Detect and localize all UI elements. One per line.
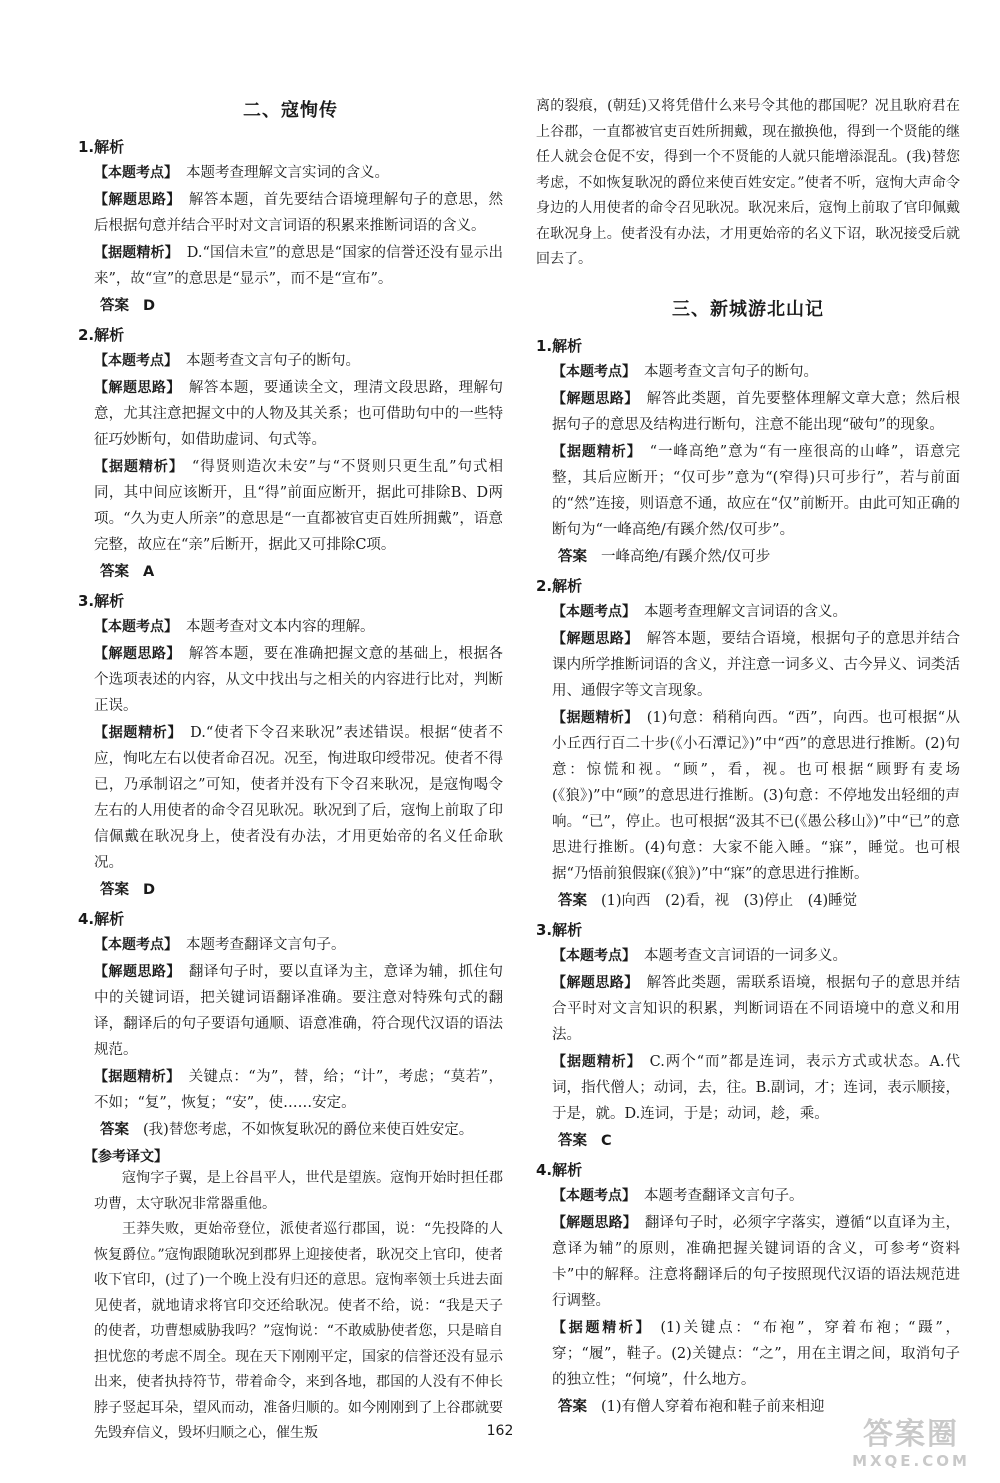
answer xyxy=(558,889,960,913)
tag-silu: 【解题思路】 xyxy=(552,974,639,991)
kaodian-text: 本题考查理解文言词语的含义。 xyxy=(644,603,847,620)
tag-kaodian: 【本题考点】 xyxy=(94,619,178,635)
answer-label: 答案 xyxy=(100,564,129,580)
question-1 xyxy=(78,136,503,318)
answer-label: 答案 xyxy=(100,298,129,314)
answer-label: 答案 xyxy=(100,882,129,898)
tag-kaodian: 【本题考点】 xyxy=(94,165,178,181)
tag-kaodian: 【本题考点】 xyxy=(94,937,178,953)
tag-kaodian: 【本题考点】 xyxy=(552,363,636,380)
tag-silu: 【解题思路】 xyxy=(94,192,181,208)
tag-silu: 【解题思路】 xyxy=(552,630,639,647)
question-3 xyxy=(78,590,503,902)
tag-kaodian: 【本题考点】 xyxy=(94,353,178,369)
tag-silu: 【解题思路】 xyxy=(94,964,181,980)
jingxi-text: 关键点：“为”，替，给；“计”，考虑；“莫若”，不如；“复”，恢复；“安”，使……安定。 xyxy=(94,1069,503,1111)
tag-jingxi: 【据题精析】 xyxy=(94,245,179,261)
answer xyxy=(558,545,960,569)
jingxi-text: “一峰高绝”意为“有一座很高的山峰”，语意完整，其后应断开；“仅可步”意为“(窄得)只可步行”，若与前面的“然”连接，则语意不通，故应在“仅”前断开。由此可知正确的断句为“一峰高绝/有蹊介然/仅可步”。 xyxy=(552,443,961,538)
jingxi-text: D.“使者下令召来耿况”表述错误。根据“使者不应，恂叱左右以使者命召况。况至，恂进取印绶带况。使者不得已，乃承制诏之”可知，使者并没有下令召来耿况，是寇恂喝令左右的人用使者的命令召见耿况。耿况到了后，寇恂上前取了印信佩戴在耿况身上，使者没有办法，才用更始帝的名义任命耿况。 xyxy=(94,725,503,871)
kaodian-text: 本题考查文言句子的断句。 xyxy=(186,353,360,369)
reference-translation-head: 【参考译文】 xyxy=(84,1149,168,1165)
tag-jingxi: 【据题精析】 xyxy=(552,1319,653,1336)
answer-value: D xyxy=(143,882,156,898)
question-3 xyxy=(536,919,960,1153)
question-head: 2.解析 xyxy=(536,576,583,595)
answer xyxy=(558,1395,960,1419)
left-column xyxy=(78,92,503,1447)
right-column xyxy=(536,94,960,1423)
question-head: 2.解析 xyxy=(78,326,125,344)
translation-paragraph-2: 王莽失败，更始帝登位，派使者巡行郡国，说：“先投降的人恢复爵位。”寇恂跟随耿况到郡界上迎接使者，耿况交上官印，使者收下官印，(过了)一个晚上没有归还的意思。寇恂率领士兵进去面见使者，就地请求将官印交还给耿况。使者不给，说：“我是天子的使者，功曹想威胁我吗？”寇恂说：“不敢威胁使者您，只是暗自担忧您的考虑不周全。现在天下刚刚平定，国家的信誉还没有显示出来，使者执持符节，带着命令，来到各地，郡国的人没有不伸长脖子竖起耳朵，望风而动，准备归顺的。如今刚刚到了上谷郡就要先毁弃信义，毁坏归顺之心，催生叛 xyxy=(94,1221,503,1441)
watermark-logo xyxy=(836,1418,986,1474)
question-head: 4.解析 xyxy=(536,1160,583,1179)
tag-kaodian: 【本题考点】 xyxy=(552,1187,636,1204)
answer xyxy=(100,294,503,318)
answer xyxy=(558,1129,960,1153)
question-4 xyxy=(78,908,503,1142)
question-head: 3.解析 xyxy=(536,920,583,939)
page-number: 162 xyxy=(486,1423,514,1439)
silu-text: 解答本题，首先要结合语境理解句子的意思，然后根据句意并结合平时对文言词语的积累来推断词语的含义。 xyxy=(94,192,504,234)
answer-label: 答案 xyxy=(558,548,587,565)
silu-text: 解答本题，要结合语境，根据句子的意思并结合课内所学推断词语的含义，并注意一词多义、古今异义、词类活用、通假字等文言现象。 xyxy=(552,630,961,699)
jingxi-text: D.“国信未宣”的意思是“国家的信誉还没有显示出来”，故“宣”的意思是“显示”，而不是“宣布”。 xyxy=(94,245,503,287)
tag-jingxi: 【据题精析】 xyxy=(94,459,184,475)
answer-label: 答案 xyxy=(100,1122,129,1138)
kaodian-text: 本题考查文言词语的一词多义。 xyxy=(644,947,847,964)
answer-value: 一峰高绝/有蹊介然/仅可步 xyxy=(601,548,771,565)
tag-kaodian: 【本题考点】 xyxy=(552,603,636,620)
question-4 xyxy=(536,1159,960,1419)
tag-jingxi: 【据题精析】 xyxy=(552,443,642,460)
question-1 xyxy=(536,335,960,569)
answer-value: A xyxy=(143,564,155,580)
answer-value: (1)向西 (2)看，视 (3)停止 (4)睡觉 xyxy=(601,892,858,909)
section-title-kouxun: 二、寇恂传 xyxy=(243,100,338,121)
answer-label: 答案 xyxy=(558,1398,587,1415)
tag-jingxi: 【据题精析】 xyxy=(94,1069,181,1085)
jingxi-text: C.两个“而”都是连词，表示方式或状态。A.代词，指代僧人；动词，去，往。B.副词，才；连词，表示顺接，于是，就。D.连词，于是；动词，趁，乘。 xyxy=(552,1053,961,1122)
kaodian-text: 本题考查翻译文言句子。 xyxy=(186,937,346,953)
kaodian-text: 本题考查文言句子的断句。 xyxy=(644,363,818,380)
tag-silu: 【解题思路】 xyxy=(94,646,181,662)
answer-label: 答案 xyxy=(558,892,587,909)
tag-kaodian: 【本题考点】 xyxy=(552,947,636,964)
silu-text: 翻译句子时，必须字字落实，遵循“以直译为主，意译为辅”的原则，准确把握关键词语的含义，可参考“资料卡”中的解释。注意将翻译后的句子按照现代汉语的语法规范进行调整。 xyxy=(552,1214,960,1309)
silu-text: 翻译句子时，要以直译为主，意译为辅，抓住句中的关键词语，把关键词语翻译准确。要注意对特殊句式的翻译，翻译后的句子要语句通顺、语意准确，符合现代汉语的语法规范。 xyxy=(94,964,504,1058)
watermark-top-text: 答案圈 xyxy=(863,1417,959,1452)
question-head: 1.解析 xyxy=(78,138,125,156)
kaodian-text: 本题考查理解文言实词的含义。 xyxy=(186,165,389,181)
silu-text: 解答此类题，需联系语境，根据句子的意思并结合平时对文言知识的积累，判断词语在不同语境中的意义和用法。 xyxy=(552,974,961,1043)
kaodian-text: 本题考查对文本内容的理解。 xyxy=(186,619,375,635)
tag-silu: 【解题思路】 xyxy=(94,380,181,396)
jingxi-text: (1)句意：稍稍向西。“西”，向西。也可根据“从小丘西行百二十步(《小石潭记》)”中“西”的意思进行推断。(2)句意：惊慌和视。“顾”，看，视。也可根据“顾野有麦场(《狼》)”中“顾”的意思进行推断。(3)句意：不停地发出轻细的声响。“已”，停止。也可根据“汲其不已(《愚公移山》)”中“已”的意思进行推断。(4)句意：大家不能入睡。“寐”，睡觉。也可根据“乃悟前狼假寐(《狼》)”中“寐”的意思进行推断。 xyxy=(552,709,960,882)
silu-text: 解答本题，要通读全文，理清文段思路，理解句意，尤其注意把握文中的人物及其关系；也可借助句中的一些特征巧妙断句，如借助虚词、句式等。 xyxy=(94,380,504,448)
answer xyxy=(100,878,503,902)
tag-jingxi: 【据题精析】 xyxy=(552,1053,642,1070)
jingxi-text: “得贤则造次未安”与“不贤则只更生乱”句式相同，其中间应该断开，且“得”前面应断开，据此可排除B、D两项。“久为吏人所亲”的意思是“一直都被官吏百姓所拥戴”，语意完整，故应在“亲”后断开，据此又可排除C项。 xyxy=(94,459,503,553)
answer xyxy=(100,560,503,584)
answer-value: (1)有僧人穿着布袍和鞋子前来相迎 xyxy=(601,1398,825,1415)
tag-silu: 【解题思路】 xyxy=(552,390,639,407)
question-head: 3.解析 xyxy=(78,592,125,610)
silu-text: 解答本题，要在准确把握文意的基础上，根据各个选项表述的内容，从文中找出与之相关的内容进行比对，判断正误。 xyxy=(94,646,504,714)
answer-value: D xyxy=(143,298,156,314)
question-head: 1.解析 xyxy=(536,336,583,355)
kaodian-text: 本题考查翻译文言句子。 xyxy=(644,1187,804,1204)
answer-value: C xyxy=(601,1132,612,1149)
answer-label: 答案 xyxy=(558,1132,587,1149)
answer-value: (我)替您考虑，不如恢复耿况的爵位来使百姓安定。 xyxy=(143,1122,474,1138)
tag-jingxi: 【据题精析】 xyxy=(94,725,183,741)
section-title-xincheng: 三、新城游北山记 xyxy=(672,298,824,320)
translation-paragraph-1: 寇恂字子翼，是上谷昌平人，世代是望族。寇恂开始时担任郡功曹，太守耿况非常器重他。 xyxy=(94,1170,503,1212)
watermark-bottom-text: MXQE.COM xyxy=(852,1452,970,1470)
tag-silu: 【解题思路】 xyxy=(552,1214,637,1231)
question-head: 4.解析 xyxy=(78,910,125,928)
answer xyxy=(100,1118,503,1142)
jingxi-text: (1)关键点：“布袍”，穿着布袍；“蹑”，穿；“履”，鞋子。(2)关键点：“之”，用在主谓之间，取消句子的独立性；“何境”，什么地方。 xyxy=(552,1319,960,1388)
translation-continued: 离的裂痕，(朝廷)又将凭借什么来号令其他的郡国呢？况且耿府君在上谷郡，一直都被官吏百姓所拥戴，现在撤换他，得到一个贤能的继任人就会仓促不安，得到一个不贤能的人就只能增添混乱。(我)替您考虑，不如恢复耿况的爵位来使百姓安定。”使者不听，寇恂大声命令身边的人用使者的命令召见耿况。耿况来后，寇恂上前取了官印佩戴在耿况身上。使者没有办法，才用更始帝的名义下诏，耿况接受后就回去了。 xyxy=(536,98,960,267)
question-2 xyxy=(78,324,503,584)
question-2 xyxy=(536,575,960,913)
tag-jingxi: 【据题精析】 xyxy=(552,709,639,726)
silu-text: 解答此类题，首先要整体理解文章大意；然后根据句子的意思及结构进行断句，注意不能出现“破句”的现象。 xyxy=(552,390,961,433)
